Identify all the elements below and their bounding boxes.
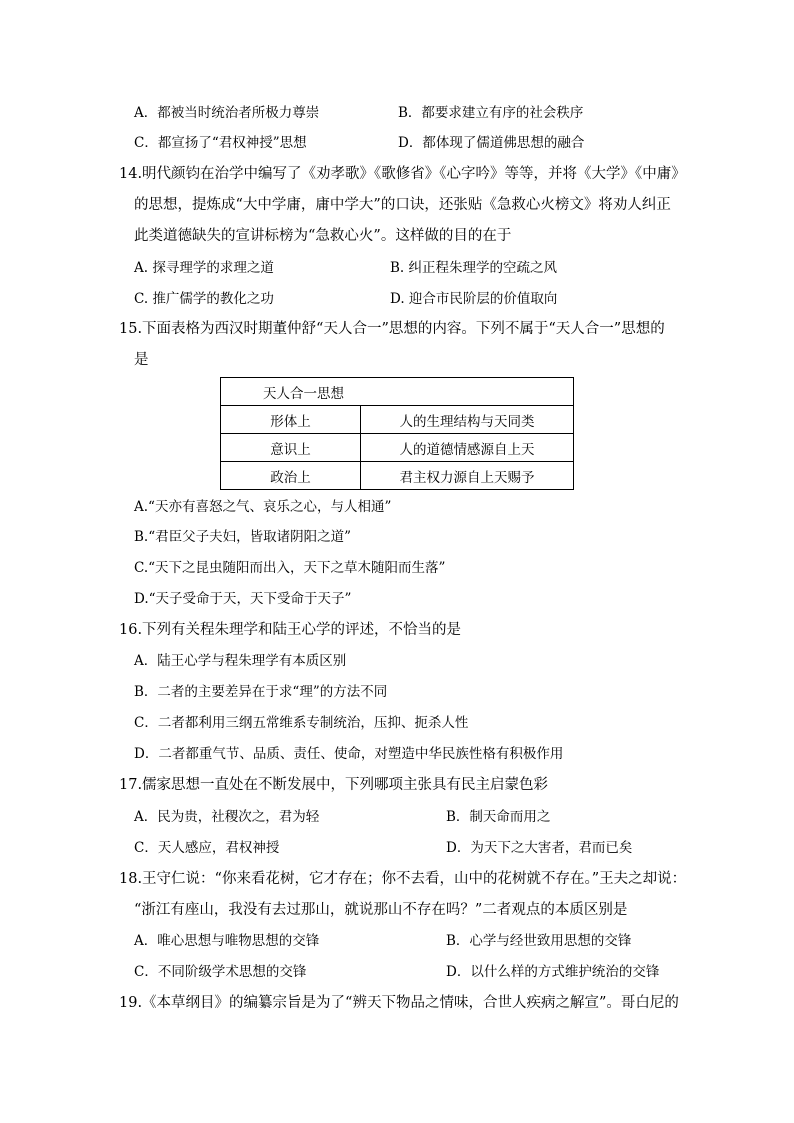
- q13-option-b: B．都要求建立有序的社会秩序: [398, 105, 584, 121]
- q17-option-c: C．天人感应，君权神授: [134, 840, 280, 856]
- q13-option-d: D．都体现了儒道佛思想的融合: [398, 135, 585, 151]
- q15-option-b: B.“君臣父子夫妇，皆取诸阴阳之道”: [134, 529, 352, 545]
- q17-option-d: D．为天下之大害者，君而已矣: [446, 840, 633, 856]
- q15-table: [220, 377, 574, 490]
- q18-option-a: A．唯心思想与唯物思想的交锋: [134, 933, 320, 949]
- q14-option-d: D. 迎合市民阶层的价值取向: [390, 291, 558, 307]
- q17-option-a: A．民为贵，社稷次之，君为轻: [134, 809, 320, 825]
- q17-option-b: B．制天命而用之: [446, 809, 551, 825]
- q17-stem: 17.儒家思想一直处在不断发展中，下列哪项主张具有民主启蒙色彩: [119, 777, 549, 793]
- table-row: [221, 434, 574, 462]
- q14-stem-line-1: 14.明代颜钧在治学中编写了《劝孝歌》《歌修省》《心字吟》等等，并将《大学》《中庸》: [119, 166, 686, 182]
- q15-stem-line-1: 15.下面表格为西汉时期董仲舒“天人合一”思想的内容。下列不属于“天人合一”思想的: [119, 321, 665, 337]
- q14-option-a: A. 探寻理学的求理之道: [134, 260, 274, 276]
- q15-table-header: 天人合一思想: [221, 378, 574, 406]
- table-cell-aspect: 政治上: [221, 462, 361, 490]
- q19-stem: 19.《本草纲目》的编纂宗旨是为了“辨天下物品之情味，合世人疾病之解宣”。哥白尼的: [119, 995, 679, 1011]
- q16-stem: 16.下列有关程朱理学和陆王心学的评述，不恰当的是: [119, 622, 462, 638]
- q18-stem-line-2: “浙江有座山，我没有去过那山，就说那山不存在吗？”二者观点的本质区别是: [134, 902, 628, 918]
- q16-option-c: C．二者都利用三纲五常维系专制统治，压抑、扼杀人性: [134, 715, 469, 731]
- q18-option-d: D．以什么样的方式维护统治的交锋: [446, 964, 660, 980]
- q15-option-a: A.“天亦有喜怒之气、哀乐之心，与人相通”: [134, 499, 392, 515]
- table-row: [221, 406, 574, 434]
- q18-option-b: B．心学与经世致用思想的交锋: [446, 933, 632, 949]
- q14-stem-line-3: 此类道德缺失的宣讲标榜为“急救心火”。这样做的目的在于: [134, 228, 512, 244]
- table-cell-content: 人的生理结构与天同类: [361, 406, 574, 434]
- q16-option-a: A．陆王心学与程朱理学有本质区别: [134, 653, 347, 669]
- q14-stem-line-2: 的思想，提炼成“大中学庸，庸中学大”的口诀，还张贴《急救心火榜文》将劝人纠正: [134, 197, 671, 213]
- table-cell-aspect: 形体上: [221, 406, 361, 434]
- q15-stem-line-2: 是: [134, 352, 149, 368]
- q15-option-d: D.“天子受命于天，天下受命于天子”: [134, 591, 352, 607]
- q14-option-c: C. 推广儒学的教化之功: [134, 291, 274, 307]
- table-cell-content: 君主权力源自上天赐予: [361, 462, 574, 490]
- table-cell-content: 人的道德情感源自上天: [361, 434, 574, 462]
- q13-option-c: C．都宣扬了“君权神授”思想: [134, 135, 307, 151]
- q18-stem-line-1: 18.王守仁说：“你来看花树，它才存在；你不去看，山中的花树就不存在。”王夫之却说：: [119, 871, 687, 887]
- table-cell-aspect: 意识上: [221, 434, 361, 462]
- q15-option-c: C.“天下之昆虫随阳而出入，天下之草木随阳而生落”: [134, 560, 446, 576]
- table-row: [221, 462, 574, 490]
- q16-option-b: B．二者的主要差异在于求“理”的方法不同: [134, 684, 388, 700]
- q16-option-d: D．二者都重气节、品质、责任、使命，对塑造中华民族性格有积极作用: [134, 746, 564, 762]
- q14-option-b: B. 纠正程朱理学的空疏之风: [390, 260, 558, 276]
- q13-option-a: A．都被当时统治者所极力尊崇: [134, 105, 320, 121]
- q18-option-c: C．不同阶级学术思想的交锋: [134, 964, 307, 980]
